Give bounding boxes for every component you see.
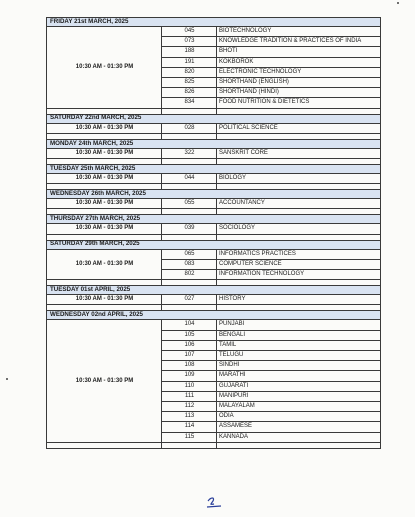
exam-time: 10:30 AM - 01:30 PM xyxy=(75,200,134,207)
subject-code: 106 xyxy=(184,341,195,348)
row-divider xyxy=(46,208,380,209)
subject-name: SINDHI xyxy=(219,362,240,369)
column-divider xyxy=(161,249,162,286)
subject-name: BENGALI xyxy=(219,331,246,338)
row-divider xyxy=(46,442,380,443)
subject-name: GUJARATI xyxy=(219,382,249,389)
subject-code: 826 xyxy=(184,89,195,96)
subject-name: KNOWLEDGE TRADITION & PRACTICES OF INDIA xyxy=(219,38,362,45)
subject-code: 110 xyxy=(184,382,195,389)
subject-code: 112 xyxy=(184,403,195,410)
subject-code: 104 xyxy=(184,321,195,328)
subject-code: 065 xyxy=(184,250,195,257)
subject-code: 113 xyxy=(184,413,195,420)
subject-code: 039 xyxy=(184,225,195,232)
subject-code: 105 xyxy=(184,331,195,338)
exam-time: 10:30 AM - 01:30 PM xyxy=(75,63,134,70)
table-border-left xyxy=(46,17,47,448)
row-divider xyxy=(46,108,380,109)
subject-code: 044 xyxy=(184,175,195,182)
column-divider xyxy=(216,26,217,114)
column-divider xyxy=(161,123,162,139)
subject-code: 820 xyxy=(184,68,195,75)
column-divider xyxy=(216,249,217,286)
subject-code: 114 xyxy=(184,423,195,430)
column-divider xyxy=(216,173,217,189)
subject-code: 073 xyxy=(184,38,195,45)
subject-name: COMPUTER SCIENCE xyxy=(219,260,282,267)
table-border-right xyxy=(380,17,381,449)
subject-name: TELUGU xyxy=(219,352,244,359)
row-divider xyxy=(46,448,380,449)
exam-date-header: FRIDAY 21st MARCH, 2025 xyxy=(47,18,380,26)
exam-date-header: MONDAY 24th MARCH, 2025 xyxy=(47,140,380,148)
column-divider xyxy=(161,173,162,189)
column-divider xyxy=(161,26,162,114)
column-divider xyxy=(161,198,162,214)
subject-name: KOKBOROK xyxy=(219,58,254,65)
subject-code: 322 xyxy=(184,149,195,156)
column-divider xyxy=(216,223,217,239)
row-divider xyxy=(46,304,380,305)
exam-time: 10:30 AM - 01:30 PM xyxy=(75,296,134,303)
subject-code: 083 xyxy=(184,260,195,267)
subject-name: SHORTHAND (ENGLISH) xyxy=(219,79,289,86)
exam-date-header: TUESDAY 25th MARCH, 2025 xyxy=(47,165,380,173)
exam-time: 10:30 AM - 01:30 PM xyxy=(75,260,134,267)
row-divider xyxy=(46,279,380,280)
subject-code: 191 xyxy=(184,58,195,65)
subject-name: FOOD NUTRITION & DIETETICS xyxy=(219,99,310,106)
column-divider xyxy=(161,223,162,239)
row-divider xyxy=(46,234,380,235)
column-divider xyxy=(161,148,162,164)
row-divider xyxy=(46,133,380,134)
subject-code: 188 xyxy=(184,48,195,55)
column-divider xyxy=(216,294,217,310)
column-divider xyxy=(216,123,217,139)
subject-name: INFORMATION TECHNOLOGY xyxy=(219,271,305,278)
subject-code: 109 xyxy=(184,372,195,379)
subject-code: 107 xyxy=(184,352,195,359)
subject-name: KANNADA xyxy=(219,433,249,440)
subject-name: ASSAMESE xyxy=(219,423,253,430)
exam-time: 10:30 AM - 01:30 PM xyxy=(75,124,134,131)
subject-name: BHOTI xyxy=(219,48,238,55)
subject-code: 055 xyxy=(184,200,195,207)
subject-name: PUNJABI xyxy=(219,321,245,328)
row-divider xyxy=(46,183,380,184)
scan-mark xyxy=(397,2,399,4)
subject-code: 108 xyxy=(184,362,195,369)
scan-mark xyxy=(6,378,8,380)
row-divider xyxy=(46,158,380,159)
subject-code: 027 xyxy=(184,296,195,303)
subject-code: 111 xyxy=(184,392,195,399)
exam-date-header: SATURDAY 29th MARCH, 2025 xyxy=(47,241,380,249)
signature-mark xyxy=(205,496,223,510)
subject-code: 045 xyxy=(184,28,195,35)
column-divider xyxy=(161,319,162,447)
subject-name: ACCOUNTANCY xyxy=(219,200,265,207)
subject-code: 834 xyxy=(184,99,195,106)
subject-code: 115 xyxy=(184,433,195,440)
subject-code: 825 xyxy=(184,79,195,86)
subject-name: BIOTECHNOLOGY xyxy=(219,28,272,35)
subject-name: MANIPURI xyxy=(219,392,249,399)
subject-name: INFORMATICS PRACTICES xyxy=(219,250,296,257)
exam-time: 10:30 AM - 01:30 PM xyxy=(75,175,134,182)
subject-name: SOCIOLOGY xyxy=(219,225,256,232)
exam-date-header: WEDNESDAY 02nd APRIL, 2025 xyxy=(47,311,380,319)
subject-name: SHORTHAND (HINDI) xyxy=(219,89,279,96)
subject-name: POLITICAL SCIENCE xyxy=(219,124,278,131)
exam-time: 10:30 AM - 01:30 PM xyxy=(75,377,134,384)
subject-code: 802 xyxy=(184,271,195,278)
subject-name: TAMIL xyxy=(219,341,237,348)
subject-name: HISTORY xyxy=(219,296,246,303)
column-divider xyxy=(216,319,217,447)
exam-date-header: TUESDAY 01st APRIL, 2025 xyxy=(47,286,380,294)
exam-time: 10:30 AM - 01:30 PM xyxy=(75,149,134,156)
subject-name: ODIA xyxy=(219,413,234,420)
subject-name: MARATHI xyxy=(219,372,246,379)
column-divider xyxy=(161,294,162,310)
exam-date-header: WEDNESDAY 26th MARCH, 2025 xyxy=(47,190,380,198)
exam-time: 10:30 AM - 01:30 PM xyxy=(75,225,134,232)
subject-name: ELECTRONIC TECHNOLOGY xyxy=(219,68,302,75)
exam-date-header: SATURDAY 22nd MARCH, 2025 xyxy=(47,115,380,123)
subject-name: BIOLOGY xyxy=(219,175,247,182)
column-divider xyxy=(216,148,217,164)
subject-name: SANSKRIT CORE xyxy=(219,149,268,156)
column-divider xyxy=(216,198,217,214)
exam-date-header: THURSDAY 27th MARCH, 2025 xyxy=(47,215,380,223)
subject-code: 028 xyxy=(184,124,195,131)
subject-name: MALAYALAM xyxy=(219,403,255,410)
